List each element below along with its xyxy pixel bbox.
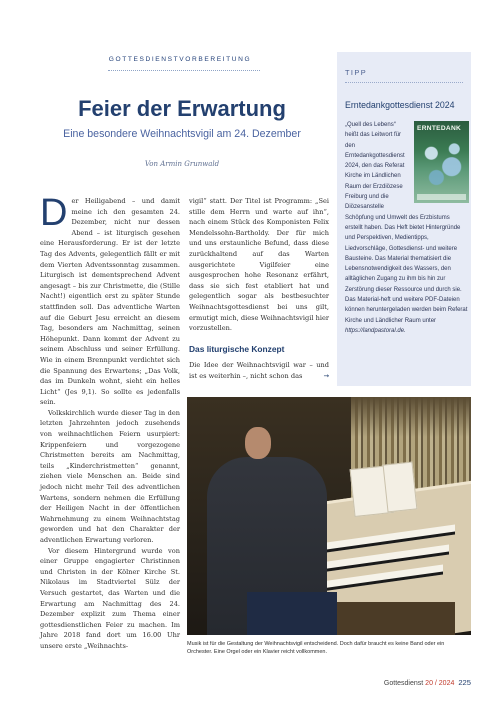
- cover-artwork: [416, 137, 467, 191]
- drop-cap: D: [40, 192, 68, 234]
- section-heading: Das liturgische Konzept: [189, 343, 285, 354]
- tip-box: [337, 52, 471, 386]
- organ-bench: [325, 602, 455, 635]
- organist-head: [245, 427, 271, 459]
- kicker-rule: [108, 70, 260, 71]
- tip-label: TIPP: [345, 68, 368, 77]
- paragraph-4: vigil“ statt. Der Titel ist Programm: „Sei stille dem Herrn und warte auf ihn“, nach einem Stück des Komponisten Felix Mendelssohn-Bartholdy. Der für mich und uns erstaunliche Befund, dass diese zurückhaltend auf das Warten ausgerichtete Vigilfeier eine ausgesprochen hohe Resonanz erfährt, dass sie sich fest etabliert hat und gelegentlich sogar als bestbesuchter Weihnachtsgottesdienst bei uns gilt, ermutigt mich, diese Weihnachtsvigil hier vorzustellen.: [189, 197, 329, 333]
- organist-photo: [187, 397, 471, 635]
- article-title: Feier der Erwartung: [78, 96, 286, 121]
- tip-title: Erntedankgottesdienst 2024: [345, 100, 455, 110]
- text-column-2: [189, 196, 329, 382]
- paragraph-1-text: er Heiligabend – und damit meine ich den gesamten 24. Dezember, nicht nur dessen Abend – ist liturgisch gesehen eine Herausforderung. Er ist der letzte Tag des Advents, gelegentlich fällt er mit dem Vierten Adventssonntag zusammen. Liturgisch ist dementsprechend Advent angesagt – bis zur Christmette, die (Stille Nacht!) eigentlich erst zu später Stunde stattfinden soll. Das adventliche Warten auf die Geburt Jesu erreicht an diesem Tag, besonders am Nachmittag, seinen Höhepunkt. Dann kommt der Advent zu seinem Abschluss und seiner Erfüllung. Wie in einem Brennpunkt verdichtet sich die Spannung des Erwartens; „Das Volk, das im Dunkeln wohnt, sieht ein helles Licht“ (Jes 9,1). So sollte es jedenfalls sein.: [40, 197, 180, 407]
- paragraph-1: [40, 192, 180, 408]
- tip-link[interactable]: https://landpastoral.de.: [345, 327, 406, 334]
- organist-legs: [247, 592, 337, 635]
- text-column-1: [40, 192, 180, 652]
- magazine-name: Gottesdienst: [383, 680, 424, 687]
- issue-number: 20 / 2024: [425, 680, 455, 687]
- tip-body: „Quell des Lebens“ heißt das Leitwort für den Erntedankgottesdienst 2024, den das Referat Kirche im Ländlichen Raum der Erzdiözese Freiburg und die Diözesanstelle Schöpfung und Umwelt des Erzbistums erstellt haben. Das Heft bietet Hintergründe und Perspektiven, Medientipps, Liedvorschläge, Gottesdienst- und weitere Bausteine. Das Material thematisiert die Lebensnotwendigkeit des Wassers, den alltäglichen Zugang zu ihm bis hin zur Zerstörung dieser Ressource und durch sie. Das Material-heft und weitere PDF-Dateien können heruntergeladen werden beim Referat Kirche und Ländlicher Raum unter: [345, 122, 468, 324]
- paragraph-5: [189, 360, 329, 381]
- tip-text: [345, 120, 469, 336]
- kicker: GOTTESDIENSTVORBEREITUNG: [108, 56, 252, 63]
- photo-caption: Musik ist für die Gestaltung der Weihnachtsvigil entscheidend. Doch dafür braucht es keine Band oder ein Orchester. Eine Orgel oder ein Klavier reicht vollkommen.: [187, 641, 445, 656]
- organ-pipes-shadow: [351, 397, 471, 437]
- sheet-music: [383, 462, 418, 513]
- cover-title: ERNTEDANK: [417, 125, 462, 132]
- paragraph-5-text: Die Idee der Weihnachtsvigil war – und ist es weiterhin –, nicht schon das: [189, 361, 329, 380]
- paragraph-3: Vor diesem Hintergrund wurde von einer Gruppe engagierter Christinnen und Christen in der Kölner Kirche St. Nikolaus im Stadtviertel Sülz der Versuch gestartet, das Warten und die Erwartung am Nachmittag des 24. Dezember explizit zum Thema einer gottesdienstlichen Feier zu machen. Im Jahre 2018 fand dort um 16.00 Uhr unsere erste „Weihnachts-: [40, 546, 180, 650]
- paragraph-2: Volkskirchlich wurde dieser Tag in den letzten Jahrzehnten jedoch zusehends von weihnachtlichen Feiern usurpiert: Krippenfeiern und vorgezogene Christmetten bereits am Nachmittag, teils „Kinderchristmetten“ genannt, ziehen viele Menschen an. Beide sind jedoch nicht mehr Teil des adventlichen Wartens, sondern nehmen die Erfüllung der Heiligen Nacht in der öffentlichen Wahrnehmung zu einem Weihnachtstag geworden und hat den Charakter der adventlichen Erwartung verloren.: [40, 408, 180, 544]
- booklet-cover-image: [414, 121, 469, 203]
- byline: Von Armin Grunwald: [144, 160, 220, 168]
- continue-arrow-icon: →: [323, 371, 329, 380]
- page-number: 225: [458, 678, 471, 687]
- cover-footer: [417, 194, 466, 200]
- tip-rule: [345, 82, 463, 83]
- article-subtitle: Eine besondere Weihnachtsvigil am 24. Dezember: [63, 128, 301, 140]
- page-footer: [384, 678, 471, 687]
